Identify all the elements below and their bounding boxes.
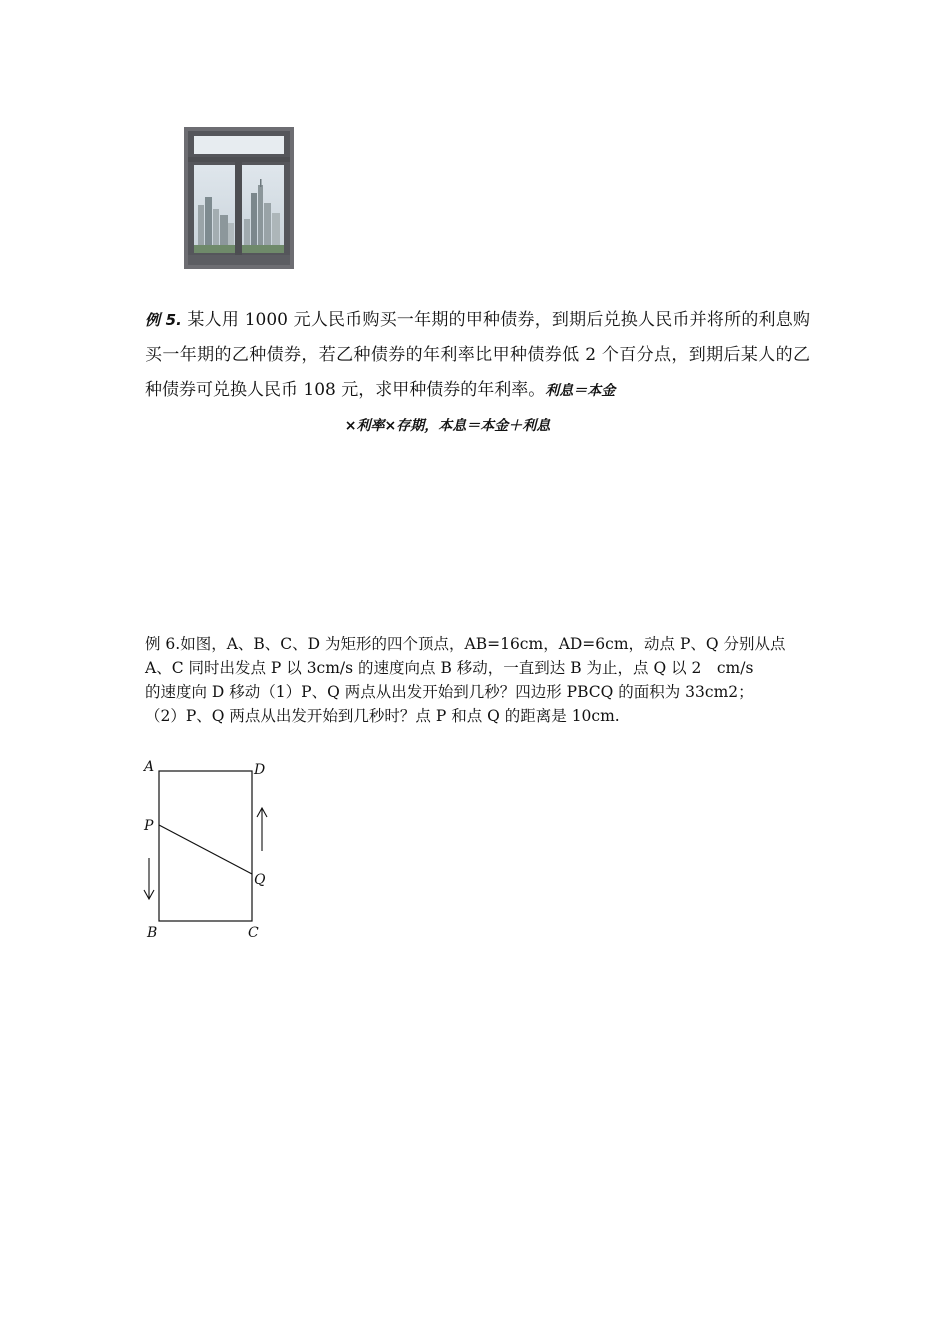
example-6-line-4: （2）P、Q 两点从出发开始到几秒时？点 P 和点 Q 的距离是 10cm. xyxy=(145,707,620,725)
arrow-down-icon xyxy=(144,858,154,899)
example-5-formula-a: 利息＝本金 xyxy=(545,383,616,399)
segment-pq xyxy=(159,825,252,874)
label-p: P xyxy=(144,818,154,834)
example-5 xyxy=(145,303,810,444)
example-6 xyxy=(145,632,810,728)
label-c: C xyxy=(248,925,259,941)
label-a: A xyxy=(144,759,155,775)
rectangle-diagram xyxy=(140,755,280,945)
arrow-up-icon xyxy=(257,808,267,851)
example-5-text: 某人用 1000 元人民币购买一年期的甲种债券，到期后兑换人民币并将所的利息购买一年期的乙种债券，若乙种债券的年利率比甲种债券低 2 个百分点，到期后某人的乙种债券可兑换人民币 108 元，求甲种债券的年利率。 xyxy=(145,310,811,400)
example-6-line-3: 的速度向 D 移动（1）P、Q 两点从出发开始到几秒？四边形 PBCQ 的面积为 33cm2； xyxy=(145,683,754,701)
window-photo xyxy=(184,127,294,269)
example-6-line-1: 例 6.如图，A、B、C、D 为矩形的四个顶点，AB=16cm，AD=6cm，动点 P、Q 分别从点 xyxy=(145,635,786,653)
label-d: D xyxy=(254,762,266,778)
example-5-label: 例 5. xyxy=(145,311,182,329)
example-5-formula-b: ×利率×存期，本息＝本金＋利息 xyxy=(344,418,551,434)
label-b: B xyxy=(147,925,158,941)
label-q: Q xyxy=(254,872,266,888)
example-6-line-2: A、C 同时出发点 P 以 3cm/s 的速度向点 B 移动，一直到达 B 为止，点 Q 以 2 cm/s xyxy=(145,659,754,677)
rectangle-abcd xyxy=(159,771,252,921)
